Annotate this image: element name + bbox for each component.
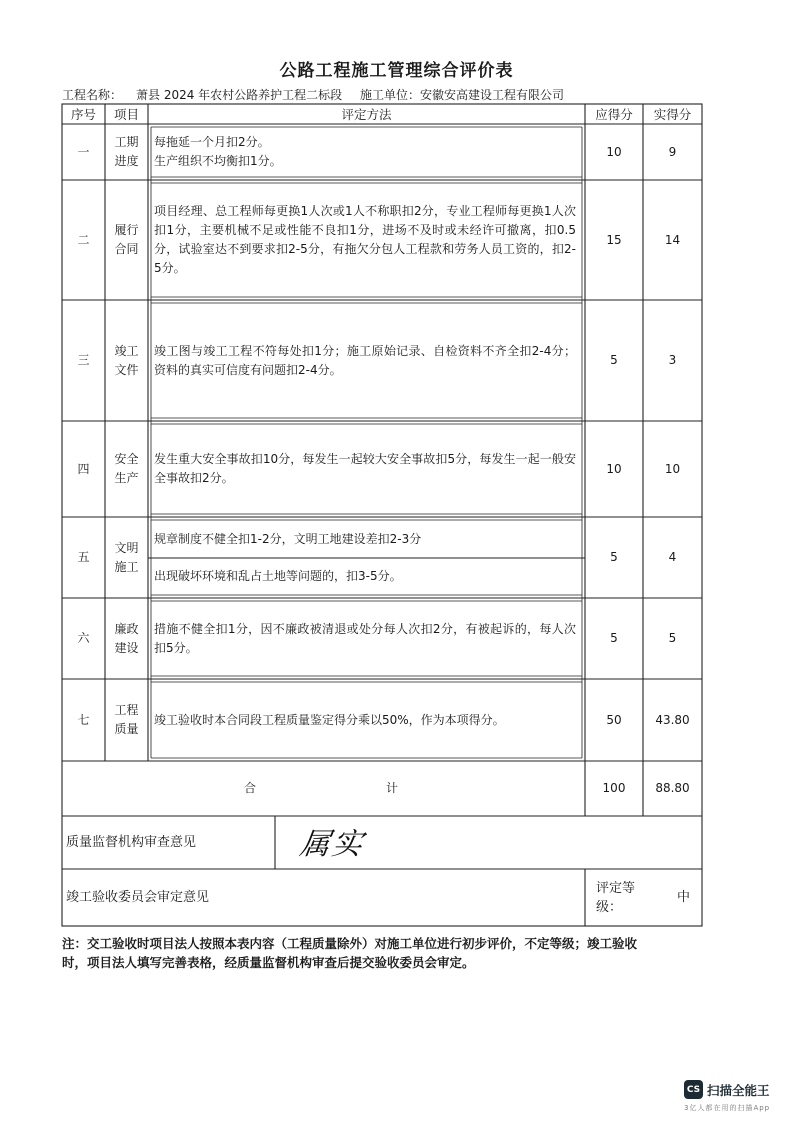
row-3-actual-score: 3 [668,353,677,367]
header-actual-score: 实得分 [653,106,692,122]
row-6-method: 措施不健全扣1分，因不廉政被清退或处分每人次扣2分，有被起诉的，每人次扣5分。 [154,621,576,655]
footnote: 注：交工验收时项目法人按照本表内容（工程质量除外）对施工单位进行初步评价，不定等级；竣工验收时，项目法人填写完善表格，经质量监督机构审查后提交验收委员会审定。 [62,936,638,970]
row-2-actual-score: 14 [664,232,681,247]
row-6-no: 六 [77,631,90,645]
row-4-actual-score: 10 [664,461,681,476]
row-7-method: 竣工验收时本合同段工程质量鉴定得分乘以50%，作为本项得分。 [154,712,505,727]
row-1-item: 工期 进度 [114,135,139,168]
scanner-name: 扫描全能王 [707,1083,770,1098]
row-7-actual-score: 43.80 [655,712,690,727]
row-6-max-score: 5 [610,631,618,645]
total-max-score: 100 [602,781,626,795]
header-item: 项目 [113,106,139,122]
row-4-item: 安全 生产 [114,452,139,485]
scanner-tagline: 3亿人都在用的扫描App [684,1104,771,1112]
supervision-label: 质量监督机构审查意见 [66,835,197,850]
row-1-method: 每拖延一个月扣2分。 生产组织不均衡扣1分。 [154,135,282,168]
row-7-max-score: 50 [606,712,622,727]
header-max-score: 应得分 [595,106,633,122]
row-5-actual-score: 4 [668,550,677,564]
header-no: 序号 [70,106,96,122]
row-2-no: 二 [77,232,90,247]
document-title: 公路工程施工管理综合评价表 [279,61,514,81]
row-7-item: 工程 质量 [114,703,139,736]
row-2-item: 履行 合同 [114,223,139,256]
supervision-signature: 属实 [297,827,367,862]
row-1-actual-score: 9 [668,144,677,159]
total-label-a: 合 [243,781,256,795]
total-actual-score: 88.80 [655,781,690,795]
project-name: 萧县 2024 年农村公路养护工程二标段 [136,88,343,102]
row-1-max-score: 10 [606,144,622,159]
row-1-no: 一 [77,144,90,159]
row-6-actual-score: 5 [668,631,677,645]
row-4-no: 四 [77,461,90,476]
row-2-method: 项目经理、总工程师每更换1人次或1人不称职扣2分，专业工程师每更换1人次扣1分，主要机械不足或性能不良扣1分，进场不及时或未经许可撤离，扣0.5分，试验室达不到要求扣2-5分，有拖欠分包人工程款和劳务人员工资的，扣2-5分。 [154,204,576,275]
row-5-item: 文明 施工 [114,540,139,574]
row-4-method: 发生重大安全事故扣10分，每发生一起较大安全事故扣5分，每发生一起一般安全事故扣2分。 [154,452,576,485]
project-name-label: 工程名称： [62,88,123,102]
row-5-method-a: 规章制度不健全扣1-2分，文明工地建设差扣2-3分 [154,531,422,546]
row-3-item: 竣工 文件 [114,343,139,377]
row-7-no: 七 [77,712,90,727]
scanner-watermark [684,1080,784,1120]
row-2-max-score: 15 [606,232,622,247]
contractor-label: 施工单位： [360,88,421,102]
header-method: 评定方法 [341,106,392,122]
contractor-name: 安徽安高建设工程有限公司 [420,88,565,102]
row-3-method: 竣工图与竣工工程不符每处扣1分；施工原始记录、自检资料不齐全扣2-4分；资料的真实可信度有问题扣2-4分。 [154,343,576,377]
row-5-no: 五 [77,550,90,564]
row-4-max-score: 10 [606,461,622,476]
committee-label: 竣工验收委员会审定意见 [66,890,210,905]
row-3-max-score: 5 [610,353,618,367]
row-3-no: 三 [77,353,90,367]
row-5-max-score: 5 [610,550,618,564]
grade-value: 中 [676,890,690,905]
scanner-logo-icon: CS [684,1080,703,1099]
grade-label: 评定等级： [596,880,636,915]
total-label-b: 计 [385,781,398,795]
row-6-item: 廉政 建设 [114,621,139,655]
row-5-method-b: 出现破坏环境和乱占土地等问题的，扣3-5分。 [154,569,402,583]
